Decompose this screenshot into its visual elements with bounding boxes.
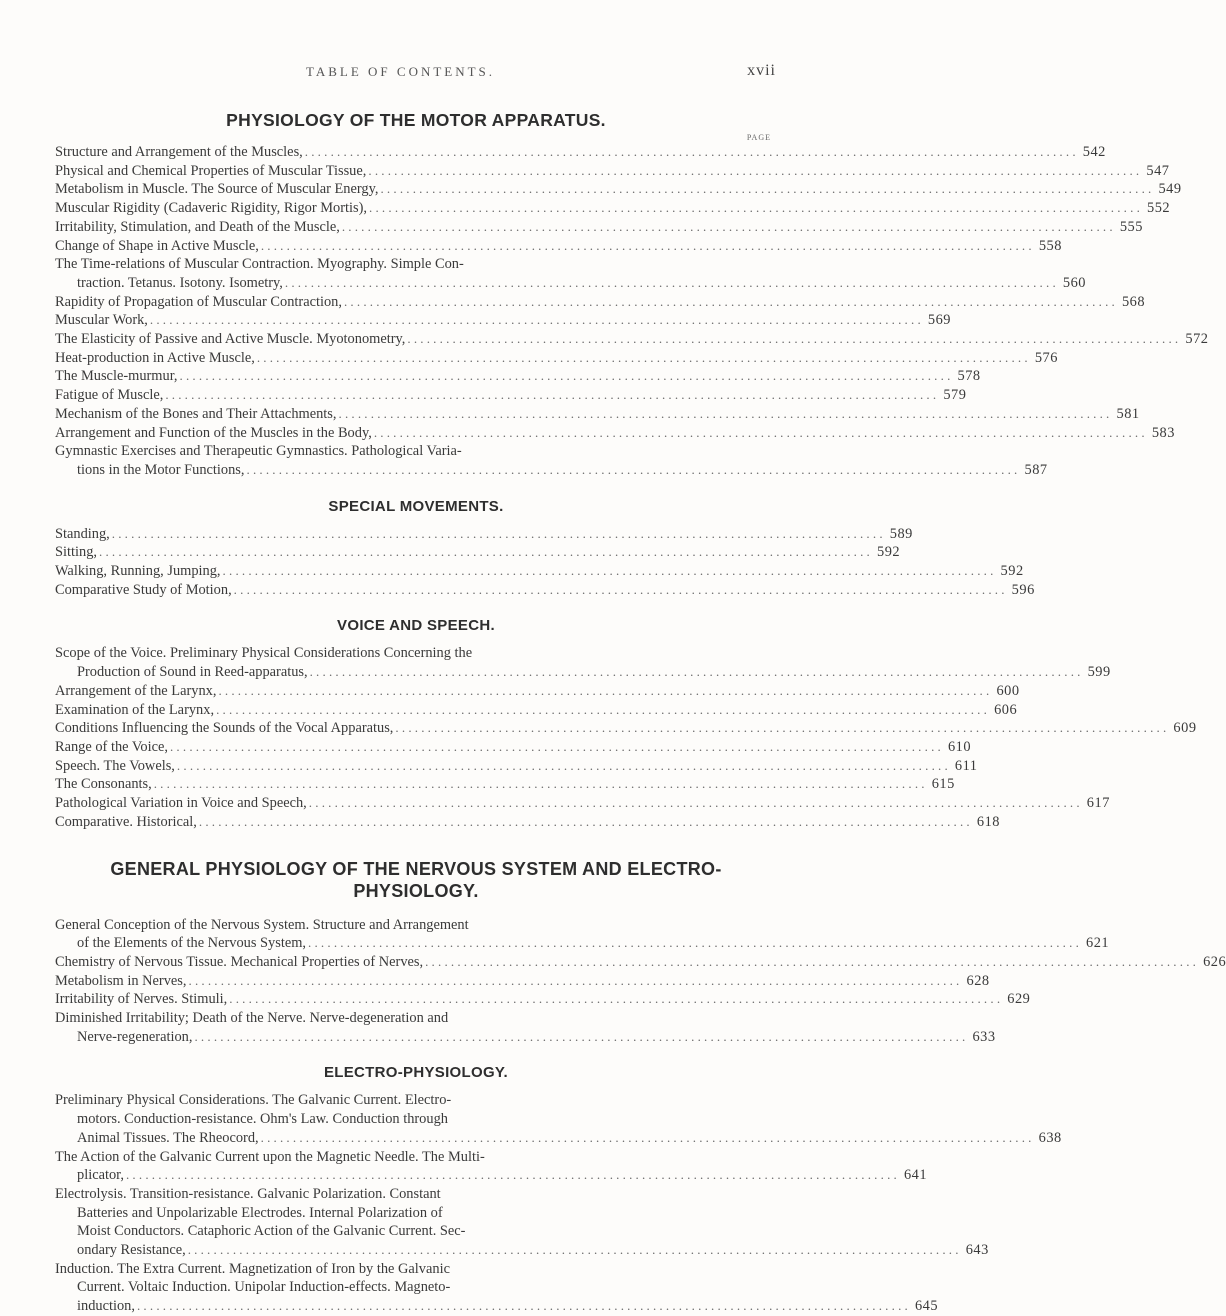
toc-entry	[55, 813, 1000, 832]
toc-entry	[55, 953, 1226, 972]
page-folio: xvii	[747, 62, 776, 79]
entry-text: Nerve-regeneration,	[77, 1028, 193, 1045]
entry-text-line: Batteries and Unpolarizable Electrodes. Internal Polarization of	[77, 1204, 443, 1221]
entry-text: The Elasticity of Passive and Active Muscle. Myotonometry,	[55, 331, 406, 348]
dot-leader: ........................................................................................................................	[149, 312, 924, 328]
entry-last-line	[55, 813, 1000, 832]
toc-entry	[55, 237, 1062, 256]
section-title: GENERAL PHYSIOLOGY OF THE NERVOUS SYSTEM AND ELECTRO-PHYSIOLOGY.	[110, 858, 722, 901]
entry-last-line	[55, 1166, 928, 1185]
entry-last-line	[55, 701, 1018, 720]
entry-text-line: Electrolysis. Transition-resistance. Galvanic Polarization. Constant	[55, 1185, 441, 1202]
toc-entry	[55, 581, 1035, 600]
entry-page-number: 596	[1011, 581, 1035, 598]
entry-text: Fatigue of Muscle,	[55, 387, 164, 404]
dot-leader: ........................................................................................................................	[260, 237, 1035, 253]
section-title: VOICE AND SPEECH.	[337, 617, 495, 635]
dot-leader: ........................................................................................................................	[368, 162, 1143, 178]
toc-entry	[55, 367, 981, 386]
dot-leader: ........................................................................................................................	[188, 972, 963, 988]
toc-entry	[55, 180, 1182, 199]
dot-leader: ........................................................................................................................	[194, 1028, 969, 1044]
entry-page-number: 600	[996, 682, 1020, 699]
toc-entry	[55, 916, 1110, 953]
entry-page-number: 617	[1086, 795, 1110, 812]
dot-leader: ........................................................................................................................	[308, 935, 1083, 951]
toc-entry	[55, 1091, 1062, 1147]
toc-entry	[55, 644, 1111, 681]
entry-page-number: 618	[976, 813, 1000, 830]
dot-leader: ........................................................................................................................	[373, 424, 1148, 440]
toc-entry	[55, 330, 1209, 349]
entry-page-number: 583	[1151, 424, 1175, 441]
entry-last-line	[55, 237, 1062, 256]
entry-last-line	[55, 972, 990, 991]
toc-entry	[55, 757, 978, 776]
entry-page-number: 576	[1034, 349, 1058, 366]
entry-page-number: 592	[1000, 563, 1024, 580]
page-column-label: PAGE	[746, 133, 771, 142]
toc-entry	[55, 543, 901, 562]
entry-last-line	[55, 663, 1111, 682]
toc-entry	[55, 162, 1170, 181]
entry-page-number: 549	[1158, 181, 1182, 198]
entry-last-line	[55, 757, 978, 776]
entry-text-line: motors. Conduction-resistance. Ohm's Law. Conduction through	[77, 1111, 448, 1128]
entry-page-number: 558	[1038, 237, 1062, 254]
toc-entry	[55, 701, 1018, 720]
entry-text: The Consonants,	[55, 776, 152, 793]
toc-entry	[55, 1148, 928, 1185]
entry-last-line	[55, 199, 1171, 218]
dot-leader: ........................................................................................................................	[169, 738, 944, 754]
dot-leader: ........................................................................................................................	[308, 795, 1083, 811]
entry-text-line: General Conception of the Nervous System. Structure and Arrangement	[55, 916, 469, 933]
entry-page-number: 569	[927, 312, 951, 329]
toc-entry	[55, 562, 1024, 581]
section-title: PHYSIOLOGY OF THE MOTOR APPARATUS.	[226, 110, 606, 130]
toc-entry	[55, 386, 967, 405]
dot-leader: ........................................................................................................................	[256, 349, 1031, 365]
toc-section	[55, 110, 1209, 480]
entry-last-line	[55, 293, 1146, 312]
dot-leader: ........................................................................................................................	[179, 368, 954, 384]
entry-text: The Muscle-murmur,	[55, 368, 178, 385]
entry-last-line	[55, 953, 1226, 972]
entry-page-number: 610	[947, 738, 972, 755]
entry-last-line	[55, 1028, 996, 1047]
toc-section	[55, 617, 1197, 831]
dot-leader: ........................................................................................................................	[395, 720, 1170, 736]
toc-entry	[55, 311, 951, 330]
entry-page-number: 587	[1024, 461, 1048, 478]
entry-text: plicator,	[77, 1167, 124, 1184]
entry-page-number: 560	[1062, 274, 1086, 291]
toc-entry	[55, 405, 1140, 424]
toc-entry	[55, 1185, 989, 1260]
toc-entry	[55, 218, 1143, 237]
dot-leader: ........................................................................................................................	[176, 757, 951, 773]
entry-text: Muscular Rigidity (Cadaveric Rigidity, Rigor Mortis),	[55, 200, 368, 217]
entry-page-number: 633	[972, 1028, 996, 1045]
toc-entry	[55, 424, 1175, 443]
entry-text: Irritability, Stimulation, and Death of the Muscle,	[55, 218, 340, 235]
entry-text: Pathological Variation in Voice and Speech,	[55, 795, 307, 812]
toc-entry	[55, 972, 990, 991]
entry-last-line	[55, 386, 967, 405]
entry-text: Mechanism of the Bones and Their Attachments,	[55, 405, 337, 422]
entry-page-number: 609	[1173, 720, 1197, 737]
entry-text: Metabolism in Muscle. The Source of Muscular Energy,	[55, 181, 379, 198]
dot-leader: ........................................................................................................................	[246, 461, 1021, 477]
dot-leader: ........................................................................................................................	[198, 813, 973, 829]
entry-last-line	[55, 367, 981, 386]
entry-text: Examination of the Larynx,	[55, 701, 215, 718]
entry-text: Chemistry of Nervous Tissue. Mechanical Properties of Nerves,	[55, 953, 424, 970]
entry-last-line	[55, 405, 1140, 424]
dot-leader: ........................................................................................................................	[222, 563, 997, 579]
entry-text-line: Moist Conductors. Cataphoric Action of the Galvanic Current. Sec-	[77, 1223, 466, 1240]
dot-leader: ........................................................................................................................	[165, 387, 940, 403]
toc-entry	[55, 682, 1020, 701]
entry-text: Comparative Study of Motion,	[55, 581, 232, 598]
dot-leader: ........................................................................................................................	[125, 1167, 900, 1183]
dot-leader: ........................................................................................................................	[216, 701, 991, 717]
dot-leader: ........................................................................................................................	[233, 581, 1008, 597]
entry-text: induction,	[77, 1298, 135, 1315]
entry-last-line	[55, 180, 1182, 199]
entry-last-line	[55, 934, 1110, 953]
entry-page-number: 611	[954, 757, 978, 774]
entry-text: Speech. The Vowels,	[55, 757, 175, 774]
dot-leader: ........................................................................................................................	[425, 953, 1200, 969]
entry-last-line	[55, 562, 1024, 581]
entry-text: Metabolism in Nerves,	[55, 972, 187, 989]
toc-entry	[55, 738, 972, 757]
entry-page-number: 572	[1185, 331, 1209, 348]
entry-last-line	[55, 794, 1110, 813]
dot-leader: ........................................................................................................................	[341, 218, 1116, 234]
entry-page-number: 568	[1121, 293, 1146, 310]
entry-text-line: Scope of the Voice. Preliminary Physical Considerations Concerning the	[55, 645, 473, 662]
entry-text: traction. Tetanus. Isotony. Isometry,	[77, 274, 283, 291]
dot-leader: ........................................................................................................................	[111, 525, 886, 541]
entry-last-line	[55, 349, 1058, 368]
entry-page-number: 592	[877, 544, 901, 561]
dot-leader: ........................................................................................................................	[153, 776, 928, 792]
dot-leader: ........................................................................................................................	[343, 293, 1118, 309]
entry-last-line	[55, 682, 1020, 701]
dot-leader: ........................................................................................................................	[187, 1242, 962, 1258]
entry-last-line	[55, 990, 1031, 1009]
entry-last-line	[55, 162, 1170, 181]
entry-last-line	[55, 775, 955, 794]
entry-page-number: 547	[1146, 162, 1170, 179]
entry-text: Walking, Running, Jumping,	[55, 563, 221, 580]
entry-page-number: 626	[1203, 953, 1226, 970]
entry-text-line: Current. Voltaic Induction. Unipolar Induction-effects. Magneto-	[77, 1279, 451, 1296]
entry-text: of the Elements of the Nervous System,	[77, 935, 307, 952]
dot-leader: ........................................................................................................................	[136, 1298, 911, 1314]
entry-text: Structure and Arrangement of the Muscles,	[55, 144, 303, 160]
entry-text: Standing,	[55, 525, 110, 542]
entry-text-line: Gymnastic Exercises and Therapeutic Gymnastics. Pathological Varia-	[55, 443, 462, 460]
toc-entry	[55, 525, 913, 544]
entry-last-line	[55, 218, 1143, 237]
running-head-title: TABLE OF CONTENTS.	[305, 64, 496, 79]
entry-text: Heat-production in Active Muscle,	[55, 349, 255, 366]
entry-page-number: 629	[1007, 991, 1031, 1008]
entry-text: ondary Resistance,	[77, 1242, 186, 1259]
dot-leader: ........................................................................................................................	[99, 544, 873, 560]
entry-text: Irritability of Nerves. Stimuli,	[55, 991, 228, 1008]
toc-entry	[55, 293, 1146, 312]
dot-leader: ........................................................................................................................	[260, 1129, 1035, 1145]
entry-text-line: Induction. The Extra Current. Magnetization of Iron by the Galvanic	[55, 1260, 450, 1277]
entry-page-number: 621	[1086, 935, 1110, 952]
entry-page-number: 606	[994, 701, 1018, 718]
toc-entry	[55, 255, 1086, 292]
entry-text: Animal Tissues. The Rheocord,	[77, 1129, 259, 1146]
entry-last-line	[55, 311, 951, 330]
toc-entry	[55, 349, 1058, 368]
entry-text: Change of Shape in Active Muscle,	[55, 237, 259, 254]
dot-leader: ........................................................................................................................	[304, 144, 1079, 159]
toc-entry	[55, 1009, 996, 1046]
toc-entry	[55, 775, 955, 794]
dot-leader: ........................................................................................................................	[369, 200, 1144, 216]
entry-text: tions in the Motor Functions,	[77, 461, 245, 478]
toc-entry	[55, 990, 1031, 1009]
entry-text: Comparative. Historical,	[55, 813, 197, 830]
dot-leader: ........................................................................................................................	[218, 682, 993, 698]
entry-last-line	[55, 1297, 939, 1316]
dot-leader: ........................................................................................................................	[407, 331, 1182, 347]
entry-text-line: Diminished Irritability; Death of the Nerve. Nerve-degeneration and	[55, 1010, 449, 1027]
entry-page-number: 578	[957, 368, 981, 385]
section-title: SPECIAL MOVEMENTS.	[328, 497, 504, 515]
toc-entry	[55, 199, 1171, 218]
toc-entry	[55, 719, 1197, 738]
entry-last-line	[55, 543, 901, 562]
entry-page-number: 542	[1082, 144, 1106, 160]
entry-text: Muscular Work,	[55, 312, 148, 329]
dot-leader: ........................................................................................................................	[338, 405, 1113, 421]
entry-text: Arrangement and Function of the Muscles in the Body,	[55, 424, 372, 441]
entry-last-line	[55, 581, 1035, 600]
entry-page-number: 645	[914, 1298, 939, 1315]
table-of-contents	[55, 110, 1226, 1316]
entry-page-number: 641	[903, 1167, 928, 1184]
entry-text-line: Preliminary Physical Considerations. The Galvanic Current. Electro-	[55, 1092, 452, 1109]
entry-last-line	[55, 424, 1175, 443]
dot-leader: ........................................................................................................................	[229, 991, 1004, 1007]
entry-text: Production of Sound in Reed-apparatus,	[77, 664, 308, 681]
toc-section	[55, 497, 1035, 600]
entry-last-line	[55, 1129, 1062, 1148]
entry-last-line	[55, 719, 1197, 738]
toc-entry	[55, 1260, 939, 1316]
entry-last-line	[55, 525, 913, 544]
dot-leader: ........................................................................................................................	[309, 664, 1084, 680]
dot-leader: ........................................................................................................................	[380, 181, 1155, 197]
entry-last-line	[55, 738, 972, 757]
entry-page-number: 581	[1116, 405, 1140, 422]
entry-last-line	[55, 274, 1086, 293]
entry-text: Physical and Chemical Properties of Muscular Tissue,	[55, 162, 367, 179]
toc-entry	[55, 143, 1106, 162]
entry-text: Range of the Voice,	[55, 738, 168, 755]
entry-page-number: 589	[889, 525, 913, 542]
toc-entry	[55, 794, 1110, 813]
entry-text: Conditions Influencing the Sounds of the Vocal Apparatus,	[55, 720, 394, 737]
section-title: ELECTRO-PHYSIOLOGY.	[323, 1064, 509, 1082]
entry-page-number: 552	[1147, 200, 1171, 217]
entry-page-number: 599	[1087, 664, 1111, 681]
entry-page-number: 638	[1038, 1129, 1062, 1146]
entry-text: Arrangement of the Larynx,	[55, 682, 217, 699]
entry-last-line	[55, 330, 1209, 349]
entry-page-number: 628	[966, 972, 990, 989]
entry-last-line	[55, 143, 1106, 162]
entry-last-line	[55, 1241, 989, 1260]
toc-section	[55, 1064, 1062, 1315]
entry-text-line: The Time-relations of Muscular Contraction. Myography. Simple Con-	[55, 256, 464, 273]
dot-leader: ........................................................................................................................	[284, 274, 1059, 290]
toc-entry	[55, 442, 1048, 479]
entry-text: Sitting,	[55, 544, 97, 561]
entry-text: Rapidity of Propagation of Muscular Contraction,	[55, 293, 342, 310]
entry-page-number: 615	[931, 776, 955, 793]
entry-page-number: 643	[965, 1242, 989, 1259]
entry-last-line	[55, 461, 1048, 480]
entry-page-number: 579	[943, 387, 967, 404]
entry-page-number: 555	[1119, 218, 1143, 235]
entry-text-line: The Action of the Galvanic Current upon the Magnetic Needle. The Multi-	[55, 1148, 485, 1165]
running-head	[0, 62, 801, 86]
toc-section	[55, 858, 1226, 1047]
